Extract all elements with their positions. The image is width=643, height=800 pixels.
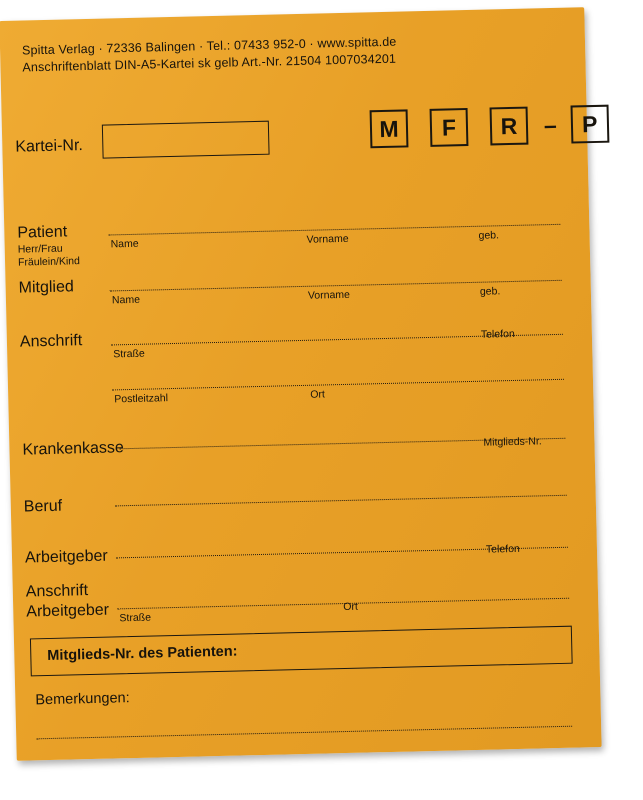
field-caption-patient-name: Name: [110, 237, 139, 251]
field-caption-anschrift-telefon: Telefon: [480, 327, 515, 341]
field-caption-mitglieds-nr: Mitglieds-Nr.: [483, 435, 542, 449]
row-label-krankenkasse: Krankenkasse: [22, 439, 125, 459]
category-box-r[interactable]: R: [490, 107, 529, 146]
category-box-group: [370, 105, 610, 149]
field-caption-postleitzahl: Postleitzahl: [114, 392, 169, 406]
row-label-anschrift-arbeitgeber-1: Anschrift: [25, 582, 89, 601]
category-dash: –: [543, 111, 558, 138]
member-number-label: Mitglieds-Nr. des Patienten:: [47, 643, 238, 665]
field-caption-ort: Ort: [310, 388, 325, 401]
field-caption-patient-vorname: Vorname: [306, 232, 349, 246]
index-card-content: [0, 7, 602, 761]
publisher-header: [22, 34, 397, 77]
kartei-nr-label: Kartei-Nr.: [15, 137, 84, 156]
field-line-remarks[interactable]: [36, 726, 572, 740]
field-caption-mitglied-name: Name: [111, 293, 141, 307]
row-label-anschrift-arbeitgeber-2: Arbeitgeber: [26, 601, 110, 621]
row-label-anschrift: Anschrift: [19, 332, 83, 351]
field-caption-arbeitgeber-ort: Ort: [343, 600, 358, 614]
category-box-m[interactable]: M: [370, 109, 409, 148]
field-caption-arbeitgeber-strasse: Straße: [119, 611, 152, 625]
row-label-beruf: Beruf: [23, 497, 63, 516]
field-line-plz-ort[interactable]: [112, 379, 564, 391]
category-box-f[interactable]: F: [430, 108, 469, 147]
row-label-arbeitgeber: Arbeitgeber: [24, 547, 108, 567]
row-label-patient: Patient: [17, 223, 68, 242]
member-number-box[interactable]: [30, 626, 573, 677]
remarks-label: Bemerkungen:: [35, 690, 130, 709]
publisher-line-2: Anschriftenblatt DIN-A5-Kartei sk gelb Art.-Nr. 21504 1007034201: [22, 51, 397, 75]
field-caption-mitglied-geb: geb.: [479, 285, 501, 298]
field-caption-arbeitgeber-telefon: Telefon: [485, 542, 520, 556]
field-caption-mitglied-vorname: Vorname: [307, 288, 351, 302]
row-sublabel-patient-1: Herr/Frau: [17, 242, 63, 256]
field-caption-patient-geb: geb.: [478, 229, 500, 242]
field-line-beruf[interactable]: [115, 495, 567, 507]
index-card: [0, 7, 602, 761]
field-caption-anschrift-strasse: Straße: [113, 347, 145, 361]
row-sublabel-patient-2: Fräulein/Kind: [17, 255, 81, 269]
category-box-p[interactable]: P: [570, 105, 609, 144]
kartei-nr-field[interactable]: [102, 121, 270, 159]
publisher-line-1: Spitta Verlag · 72336 Balingen · Tel.: 07433 952-0 · www.spitta.de: [21, 34, 397, 58]
row-label-mitglied: Mitglied: [18, 278, 74, 297]
